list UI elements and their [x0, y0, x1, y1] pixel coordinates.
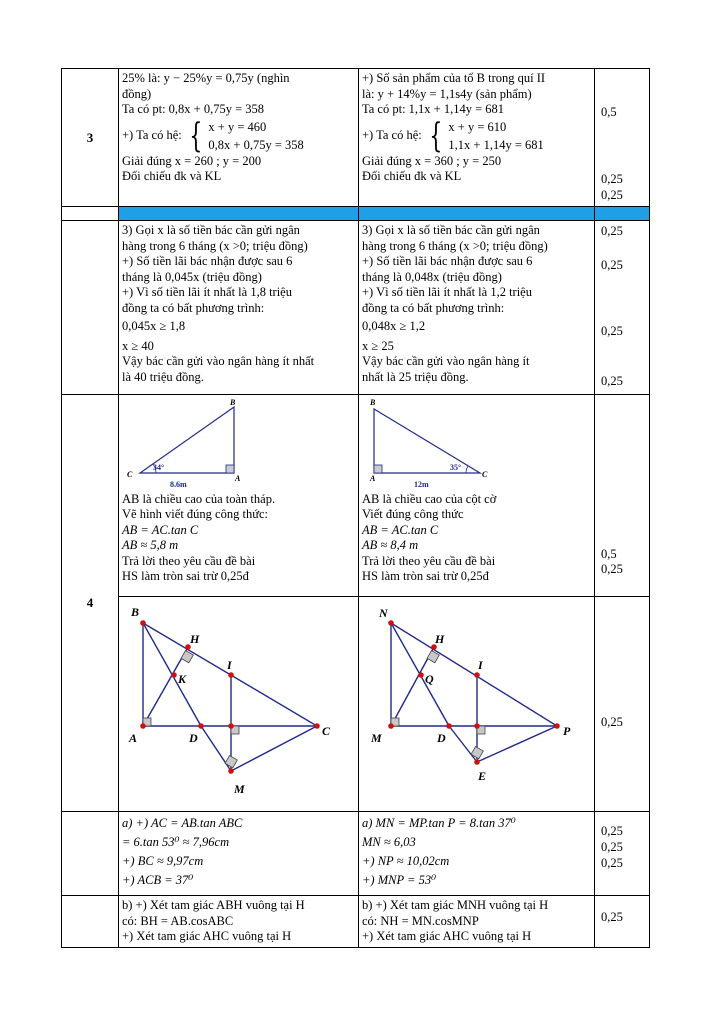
vertex-label: D: [189, 731, 198, 745]
left-solution: 25% là: y − 25%y = 0,75y (nghìn đồng) Ta có pt: 0,8x + 0,75y = 358 +) Ta có hệ: { x + y = 460 0,8x + 0,75y = 358 Giải đúng x = 260 ; y = 200 Đối chiếu đk và KL: [119, 69, 359, 207]
vertex-label: E: [478, 769, 487, 783]
vertex-label: M: [234, 782, 245, 796]
vertex-label: P: [563, 724, 571, 738]
left-solution: a) +) AC = AB.tan ABC = 6.tan 53⁰ ≈ 7,96cm +) BC ≈ 9,97cm +) ACB = 37⁰: [119, 812, 359, 896]
right-figure: [359, 597, 595, 812]
separator-row: [62, 207, 650, 221]
vertex-label: A: [235, 474, 241, 483]
equation-system: +) Ta có hệ: { x + y = 610 1,1x + 1,14y = 681: [362, 115, 544, 156]
vertex-label: I: [227, 658, 232, 672]
base-length-label: 8,6m: [170, 480, 187, 487]
question-number: 3: [62, 69, 119, 207]
vertex-label: A: [129, 731, 138, 745]
angle-label: 34°: [153, 463, 165, 472]
row-figures: [62, 597, 650, 812]
row-part-b: [62, 896, 650, 948]
vertex-label: D: [437, 731, 446, 745]
geometry-figure: [119, 597, 357, 807]
right-solution: b) +) Xét tam giác MNH vuông tại H có: NH = MN.cosMNP +) Xét tam giác AHC vuông tại H: [359, 896, 595, 948]
vertex-label: K: [178, 672, 187, 686]
vertex-label: B: [230, 398, 236, 407]
right-solution: +) Số sản phẩm của tổ B trong quí II là: y + 14%y = 1,1s4y (sản phẩm) Ta có pt: 1,1x + 1,14y = 681 +) Ta có hệ: { x + y = 610 1,1x + 1,14y = 681 Giải đúng x = 360 ; y = 250 Đối chiếu đk và KL: [359, 69, 595, 207]
row-savings: [62, 221, 650, 395]
brace-icon: {: [429, 115, 443, 156]
score-column: 0,25 0,25 0,25: [595, 812, 650, 896]
right-triangle-figure: [122, 397, 322, 487]
vertex-label: M: [371, 731, 382, 745]
vertex-label: C: [322, 724, 331, 738]
score-column: 0,25: [595, 597, 650, 812]
right-solution: B C A 35° 12m AB là chiều cao của cột cờ Viết đúng công thức AB = AC.tan C AB ≈ 8,4 m Trả lời theo yêu cầu đề bài HS làm tròn sai trừ 0,25đ: [359, 395, 595, 597]
row-q3-system: [62, 69, 650, 207]
left-solution: b) +) Xét tam giác ABH vuông tại H có: BH = AB.cosABC +) Xét tam giác AHC vuông tại H: [119, 896, 359, 948]
left-figure: [119, 597, 359, 812]
base-length-label: 12m: [414, 480, 429, 487]
right-triangle-figure: [362, 397, 562, 487]
row-height-problem: [62, 395, 650, 597]
geometry-figure: [359, 597, 593, 807]
right-solution: a) MN = MP.tan P = 8.tan 37⁰ MN ≈ 6,03 +) NP ≈ 10,02cm +) MNP = 53⁰: [359, 812, 595, 896]
vertex-label: N: [379, 606, 388, 620]
row-part-a: [62, 812, 650, 896]
vertex-label: C: [127, 470, 133, 479]
score-column: 0,25: [595, 896, 650, 948]
vertex-label: B: [131, 605, 140, 619]
vertex-label: H: [435, 632, 445, 646]
brace-icon: {: [189, 115, 203, 156]
vertex-label: H: [190, 632, 200, 646]
score-column: 0,5 0,25 0,25: [595, 69, 650, 207]
vertex-label: Q: [425, 672, 434, 686]
angle-label: 35°: [450, 463, 462, 472]
score-column: 0,5 0,25: [595, 395, 650, 597]
right-solution: 3) Gọi x là số tiền bác cần gửi ngân hàng trong 6 tháng (x >0; triệu đồng) +) Số tiền lãi bác nhận được sau 6 tháng là 0,048x (triệu đồng) +) Vì số tiền lãi ít nhất là 1,2 triệu đồng ta có bất phương trình: 0,048x ≥ 1,2 x ≥ 25 Vậy bác cần gửi vào ngân hàng ít nhất là 25 triệu đồng.: [359, 221, 595, 395]
left-solution: B C A 34° 8,6m AB là chiều cao của toàn tháp. Vẽ hình viết đúng công thức: AB = AC.tan C AB ≈ 5,8 m Trả lời theo yêu cầu đề bài HS làm tròn sai trừ 0,25đ: [119, 395, 359, 597]
vertex-label: C: [482, 470, 488, 479]
left-solution: 3) Gọi x là số tiền bác cần gửi ngân hàng trong 6 tháng (x >0; triệu đồng) +) Số tiền lãi bác nhận được sau 6 tháng là 0,045x (triệu đồng) +) Vì số tiền lãi ít nhất là 1,8 triệu đồng ta có bất phương trình: 0,045x ≥ 1,8 x ≥ 40 Vậy bác cần gửi vào ngân hàng ít nhất là 40 triệu đồng.: [119, 221, 359, 395]
answer-table: [61, 68, 650, 948]
vertex-label: A: [370, 474, 376, 483]
question-number: 4: [62, 395, 119, 812]
equation-system: +) Ta có hệ: { x + y = 460 0,8x + 0,75y = 358: [122, 115, 304, 156]
vertex-label: B: [370, 398, 376, 407]
score-column: 0,25 0,25 0,25 0,25: [595, 221, 650, 395]
vertex-label: I: [478, 658, 483, 672]
